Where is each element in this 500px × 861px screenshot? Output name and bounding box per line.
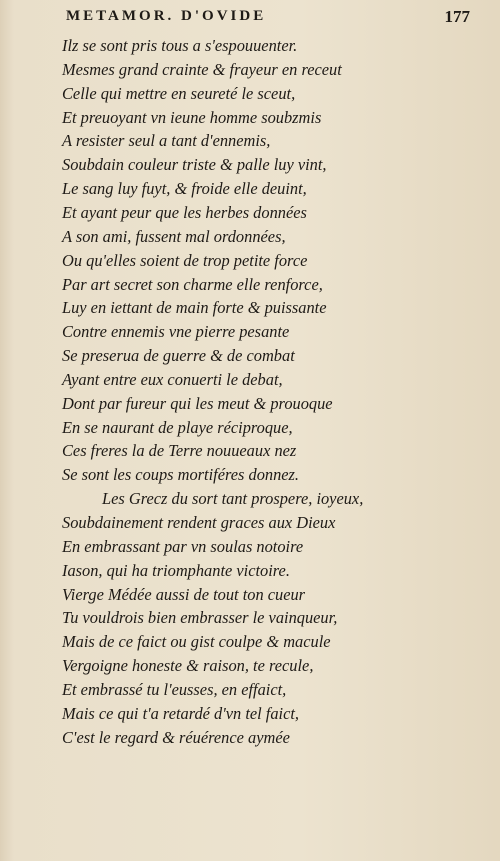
verse-line: Ou qu'elles soient de trop petite force xyxy=(62,250,308,270)
verse-line: Et preuoyant vn ieune homme soubzmis xyxy=(62,107,322,127)
verse-line: Ilz se sont pris tous a s'espouuenter. xyxy=(62,36,298,55)
verse-line: Mesmes grand crainte & frayeur en receut xyxy=(62,59,342,79)
verse-line: Vierge Médée aussi de tout ton cueur xyxy=(62,584,306,604)
verse-line: En embrassant par vn soulas notoire xyxy=(62,536,304,556)
verse-line: Ayant entre eux conuerti le debat, xyxy=(62,369,283,389)
verse-line: Mais ce qui t'a retardé d'vn tel faict, xyxy=(62,703,300,723)
verse-line: Mais de ce faict ou gist coulpe & macule xyxy=(62,632,331,652)
verse-line: Iason, qui ha triomphante victoire. xyxy=(62,560,290,580)
verse-line: En se naurant de playe réciproque, xyxy=(62,417,293,437)
verse-line: Vergoigne honeste & raison, te recule, xyxy=(62,656,314,676)
verse-line: Ces freres la de Terre nouueaux nez xyxy=(62,441,297,461)
verse-line: Et embrassé tu l'eusses, en effaict, xyxy=(62,679,287,699)
verse-line: A son ami, fussent mal ordonnées, xyxy=(62,226,286,246)
verse-line: A resister seul a tant d'ennemis, xyxy=(62,131,271,151)
verse-line: Soubdainement rendent graces aux Dieux xyxy=(62,513,336,532)
verse-line: Tu vouldrois bien embrasser le vainqueur, xyxy=(62,608,338,628)
page-header xyxy=(66,6,480,30)
verse-line: Dont par fureur qui les meut & prouoque xyxy=(62,393,333,413)
verse-line: Les Grecz du sort tant prospere, ioyeux, xyxy=(102,489,364,509)
running-title: METAMOR. D'OVIDE xyxy=(66,8,267,24)
page-number: 177 xyxy=(444,7,470,26)
verse-line: C'est le regard & réuérence aymée xyxy=(62,727,290,747)
verse-line: Le sang luy fuyt, & froide elle deuint, xyxy=(62,179,307,199)
verse-line: Celle qui mettre en seureté le sceut, xyxy=(62,83,296,103)
verse-line: Se preserua de guerre & de combat xyxy=(62,346,295,366)
verse-line: Se sont les coups mortiféres donnez. xyxy=(62,465,300,485)
verse-line: Luy en iettant de main forte & puissante xyxy=(62,298,327,318)
verse-line: Contre ennemis vne pierre pesante xyxy=(62,322,290,342)
verse-line: Soubdain couleur triste & palle luy vint, xyxy=(62,155,327,175)
verse-line: Et ayant peur que les herbes données xyxy=(62,202,307,222)
verse-line: Par art secret son charme elle renforce, xyxy=(62,274,323,294)
